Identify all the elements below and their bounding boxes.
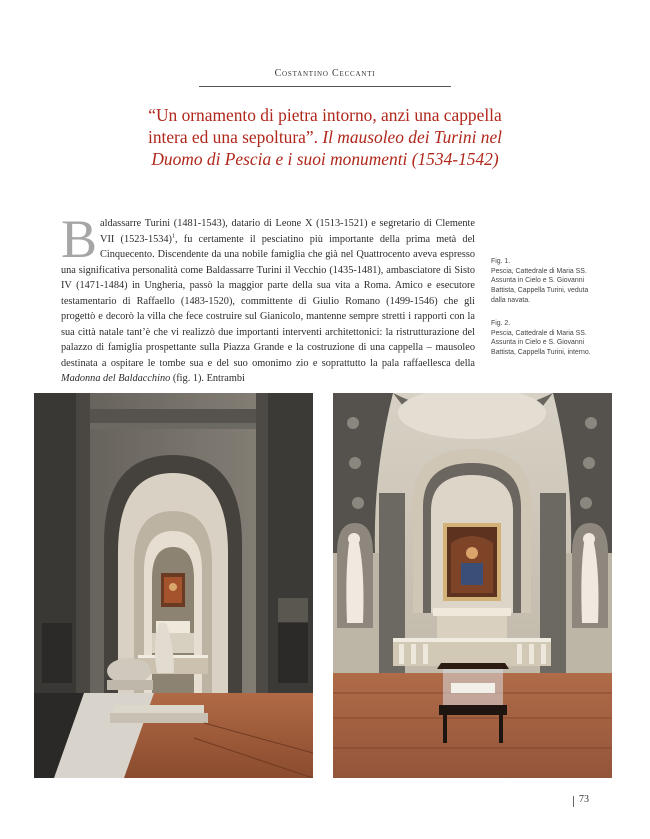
figure-2-photo bbox=[333, 393, 612, 778]
caption-1-label: Fig. 1. bbox=[491, 258, 511, 265]
figure-caption-1 bbox=[491, 257, 603, 306]
chapel-interior-photo-icon bbox=[333, 393, 612, 778]
footnote-ref[interactable]: 1 bbox=[172, 233, 175, 240]
body-text-3: (fig. 1). Entrambi bbox=[170, 373, 245, 385]
body-paragraph bbox=[61, 209, 476, 387]
figure-1-photo bbox=[34, 393, 313, 778]
figure-caption-2 bbox=[491, 319, 603, 358]
caption-1-text: Pescia, Cattedrale di Maria SS. Assunta in Cielo e S. Giovanni Battista, Cappella Turini, veduta dalla navata. bbox=[491, 267, 589, 304]
article-title bbox=[40, 104, 610, 170]
article-author: Costantino Ceccanti bbox=[274, 68, 376, 79]
title-line-1: “Un ornamento di pietra intorno, anzi una cappella bbox=[148, 105, 502, 125]
caption-2-text: Pescia, Cattedrale di Maria SS. Assunta in Cielo e S. Giovanni Battista, Cappella Turini, interno. bbox=[491, 329, 591, 357]
title-line-2 bbox=[40, 126, 610, 148]
body-text-italic: Madonna del Baldacchino bbox=[61, 373, 171, 385]
drop-cap: B bbox=[61, 209, 98, 269]
author-divider bbox=[199, 86, 451, 87]
title-line-2-italic: Il mausoleo dei Turini nel bbox=[322, 127, 503, 147]
folio-divider bbox=[573, 796, 574, 807]
title-line-2-plain: intera ed una sepoltura”. bbox=[147, 127, 323, 147]
caption-2-label: Fig. 2. bbox=[491, 320, 511, 327]
body-text-1: aldassarre Turini (1481-1543), datario di Leone X (1513-1521) e segretario di Clemente VII (1523-1534) bbox=[100, 218, 475, 245]
page-number: 73 bbox=[579, 794, 589, 805]
chapel-nave-view-photo-icon bbox=[34, 393, 313, 778]
title-line-3: Duomo di Pescia e i suoi monumenti (1534-1542) bbox=[151, 149, 499, 169]
body-text-2: , fu certamente il pesciatino più importante della prima metà del Cinquecento. Discendente da una nobile famiglia che già nel Quattrocento aveva espresso una significativa personalità come Baldassarre Turini il Vecchio (1435-1481), ambasciatore di Sisto IV (1471-1484) in Ungheria, passò la maggior parte della sua vita a Roma. Amico e esecutore testamentario di Raffaello (1483-1520), committente di Giulio Romano (1499-1546) che gli progettò e decorò la villa che fece costruire sul Gianicolo, mantenne sempre stretti i rapporti con la sua città natale tant’è che vi realizzò due importanti interventi architettonici: la ristrutturazione del palazzo di famiglia prospettante sulla Piazza Grande e la costruzione di una cappella – mausoleo destinata a ospitare le tombe sua e del suo omonimo zio e soprattutto la pala raffaellesca della bbox=[61, 233, 476, 369]
